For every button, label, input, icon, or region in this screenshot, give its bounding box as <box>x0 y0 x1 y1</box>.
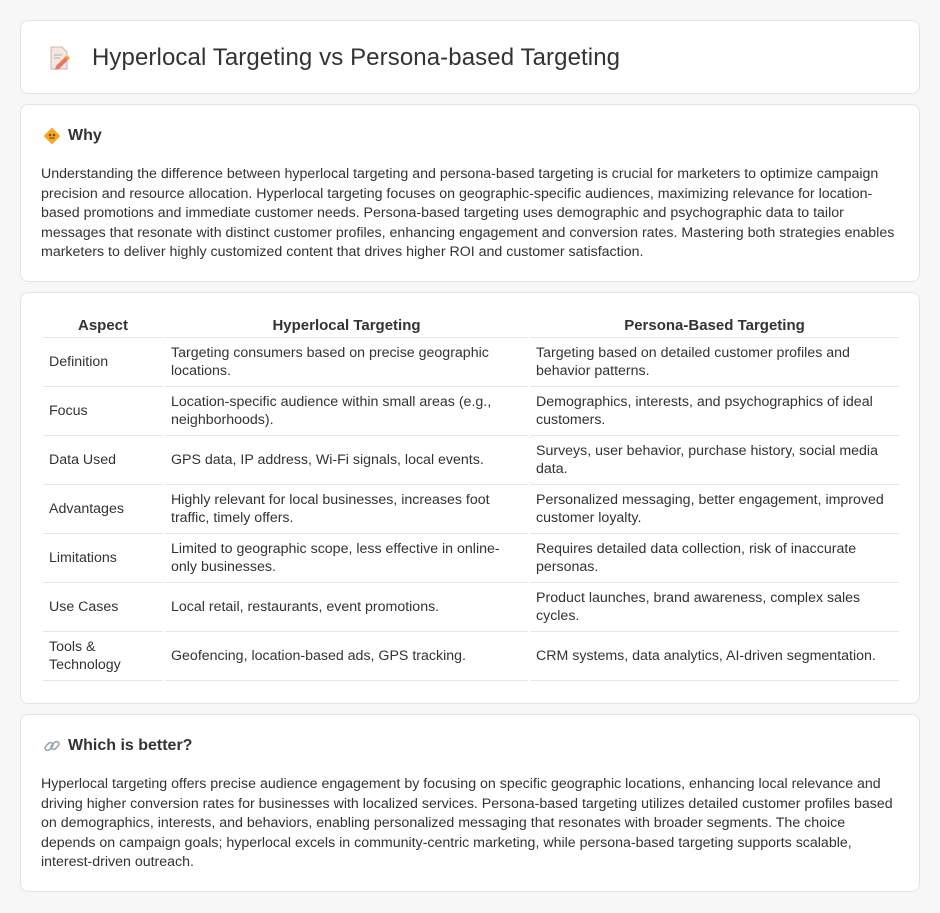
cell-hyperlocal: Limited to geographic scope, less effective in online-only businesses. <box>165 534 528 583</box>
table-header-row <box>43 314 899 338</box>
why-header <box>43 127 102 145</box>
header-hyperlocal: Hyperlocal Targeting <box>165 314 528 338</box>
cell-aspect: Tools & Technology <box>43 632 163 681</box>
better-header <box>43 737 192 755</box>
table-row <box>43 534 899 583</box>
cell-aspect: Focus <box>43 387 163 436</box>
cell-hyperlocal: Targeting consumers based on precise geographic locations. <box>165 338 528 387</box>
comparison-section <box>20 292 920 704</box>
header-aspect: Aspect <box>43 314 163 338</box>
table-row <box>43 436 899 485</box>
table-row <box>43 387 899 436</box>
cell-persona: Surveys, user behavior, purchase history, social media data. <box>530 436 899 485</box>
table-row <box>43 338 899 387</box>
header-persona: Persona-Based Targeting <box>530 314 899 338</box>
cell-persona: Personalized messaging, better engagement, improved customer loyalty. <box>530 485 899 534</box>
cell-aspect: Use Cases <box>43 583 163 632</box>
why-section <box>20 104 920 282</box>
cell-persona: Requires detailed data collection, risk of inaccurate personas. <box>530 534 899 583</box>
which-better-section <box>20 714 920 892</box>
table-row <box>43 485 899 534</box>
cell-aspect: Limitations <box>43 534 163 583</box>
cell-hyperlocal: GPS data, IP address, Wi-Fi signals, local events. <box>165 436 528 485</box>
better-text: Hyperlocal targeting offers precise audience engagement by focusing on specific geographic locations, enhancing local relevance and driving higher conversion rates for businesses with localized services. Persona-based targeting utilizes detailed customer profiles based on demographics, interests, and behaviors, enabling personalized messaging that resonates with broader segments. The choice depends on campaign goals; hyperlocal excels in community-centric marketing, while persona-based targeting supports scalable, interest-driven outreach. <box>41 776 893 870</box>
cell-aspect: Definition <box>43 338 163 387</box>
cell-aspect: Advantages <box>43 485 163 534</box>
cell-hyperlocal: Location-specific audience within small areas (e.g., neighborhoods). <box>165 387 528 436</box>
cell-hyperlocal: Highly relevant for local businesses, increases foot traffic, timely offers. <box>165 485 528 534</box>
why-title: Why <box>68 127 102 144</box>
title-card <box>20 20 920 94</box>
pencil-document-icon <box>47 45 71 71</box>
table-row <box>43 632 899 681</box>
title-row <box>47 44 620 72</box>
cell-persona: Demographics, interests, and psychographics of ideal customers. <box>530 387 899 436</box>
comparison-table <box>41 314 901 681</box>
link-icon <box>43 737 61 755</box>
table-row <box>43 583 899 632</box>
cell-persona: Targeting based on detailed customer profiles and behavior patterns. <box>530 338 899 387</box>
better-title: Which is better? <box>68 737 193 754</box>
cell-hyperlocal: Geofencing, location-based ads, GPS tracking. <box>165 632 528 681</box>
cell-aspect: Data Used <box>43 436 163 485</box>
cell-persona: CRM systems, data analytics, AI-driven segmentation. <box>530 632 899 681</box>
diamond-sign-icon <box>43 127 61 145</box>
page-title: Hyperlocal Targeting vs Persona-based Targeting <box>92 44 621 71</box>
why-text: Understanding the difference between hyperlocal targeting and persona-based targeting is crucial for marketers to optimize campaign precision and resource allocation. Hyperlocal targeting focuses on geographic-specific audiences, maximizing relevance for location-based promotions and immediate customer needs. Persona-based targeting uses demographic and psychographic data to tailor messages that resonate with distinct customer profiles, enhancing engagement and conversion rates. Mastering both strategies enables marketers to deliver highly customized content that drives higher ROI and customer satisfaction. <box>41 166 895 260</box>
cell-hyperlocal: Local retail, restaurants, event promotions. <box>165 583 528 632</box>
cell-persona: Product launches, brand awareness, complex sales cycles. <box>530 583 899 632</box>
